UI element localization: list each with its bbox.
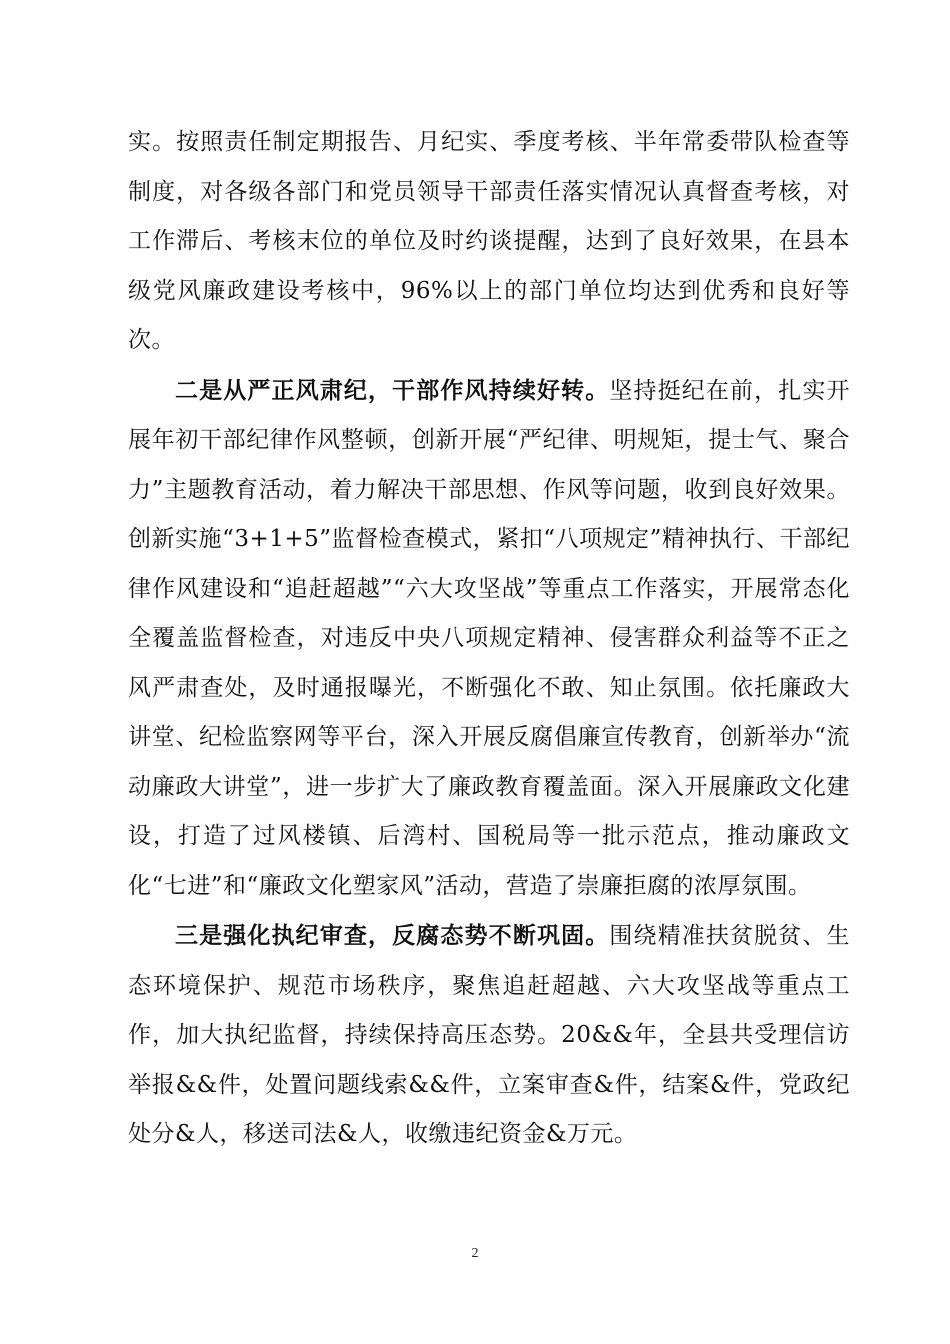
paragraph-continuation [128,118,850,366]
paragraph-discipline-style [128,366,850,912]
paragraph-heading: 三是强化执纪审查，反腐态势不断巩固。 [175,922,610,949]
paragraph-text: 实。按照责任制定期报告、月纪实、季度考核、半年常委带队检查等制度，对各级各部门和党员领导干部责任落实情况认真督查考核，对工作滞后、考核末位的单位及时约谈提醒，达到了良好效果，在县本级党风廉政建设考核中，96%以上的部门单位均达到优秀和良好等次。 [128,129,850,353]
document-body [128,118,850,1160]
paragraph-heading: 二是从严正风肃纪，干部作风持续好转。 [175,376,610,404]
paragraph-discipline-review [128,911,850,1160]
page-number: 2 [471,1246,479,1261]
paragraph-text: 围绕精准扶贫脱贫、生态环境保护、规范市场秩序，聚焦追赶超越、六大攻坚战等重点工作，加大执纪监督，持续保持高压态势。20&&年，全县共受理信访举报&&件，处置问题线索&&件，立案审查&件，结案&件，党政纪处分&人，移送司法&人，收缴违纪资金&万元。 [128,923,851,1147]
paragraph-text: 坚持挺纪在前，扎实开展年初干部纪律作风整顿，创新开展“严纪律、明规矩，提士气、聚合力”主题教育活动，着力解决干部思想、作风等问题，收到良好效果。创新实施“3+1+5”监督检查模式，紧扣“八项规定”精神执行、干部纪律作风建设和“追赶超越”“六大攻坚战”等重点工作落实，开展常态化全覆盖监督检查，对违反中央八项规定精神、侵害群众利益等不正之风严肃查处，及时通报曝光，不断强化不敢、知止氛围。依托廉政大讲堂、纪检监察网等平台，深入开展反腐倡廉宣传教育，创新举办“流动廉政大讲堂”，进一步扩大了廉政教育覆盖面。深入开展廉政文化建设，打造了过风楼镇、后湾村、国税局等一批示范点，推动廉政文化“七进”和“廉政文化塑家风”活动，营造了崇廉拒腐的浓厚氛围。 [128,377,851,899]
